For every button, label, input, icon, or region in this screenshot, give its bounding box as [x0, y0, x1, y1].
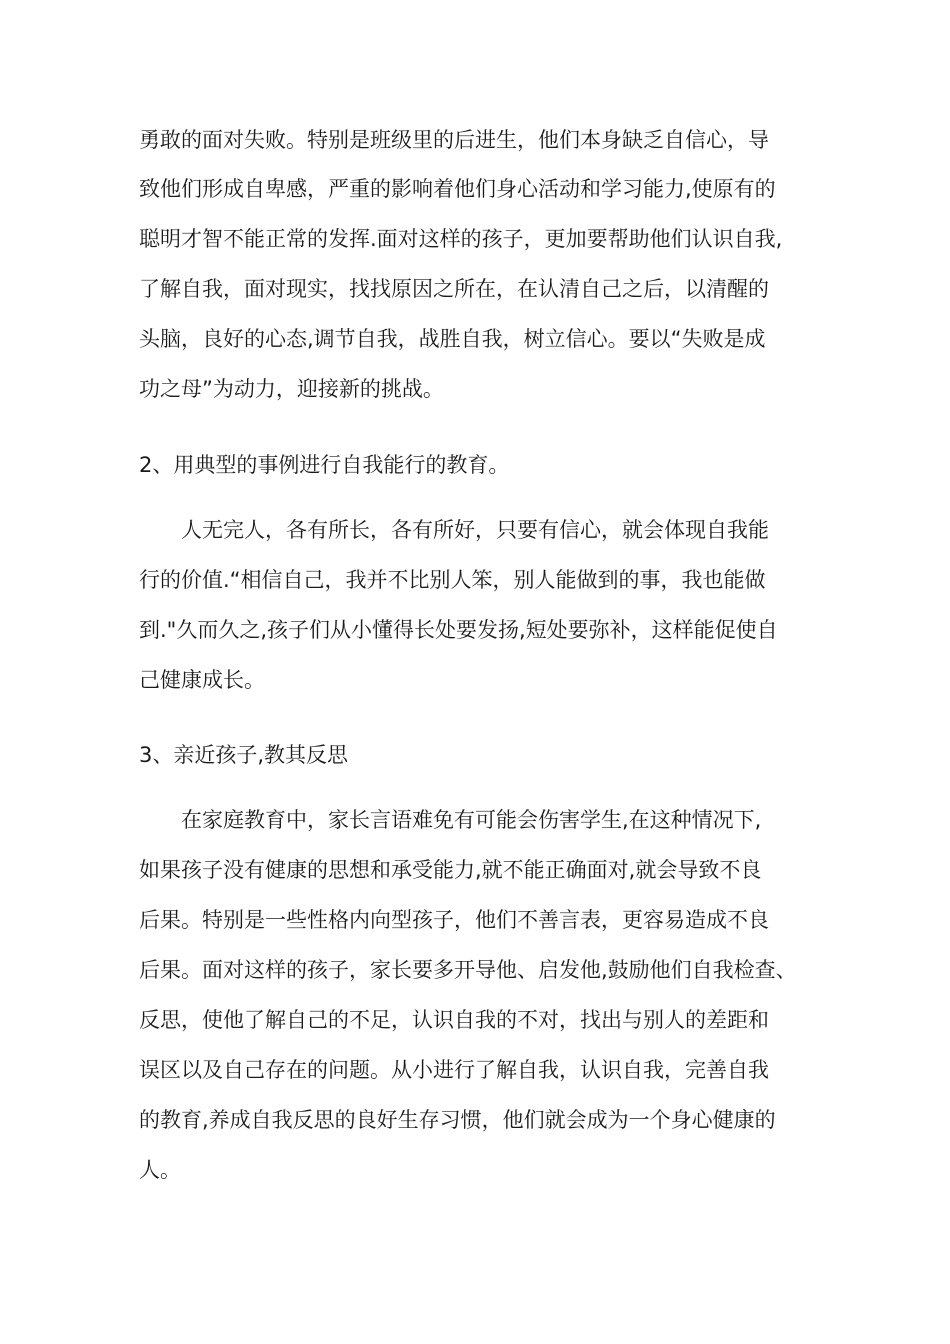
section-heading-3: 3、亲近孩子,教其反思: [139, 743, 349, 767]
paragraph-3-line-1: 在家庭教育中，家长言语难免有可能会伤害学生,在这种情况下,: [181, 808, 762, 832]
paragraph-3-line-7: 的教育,养成自我反思的良好生存习惯，他们就会成为一个身心健康的: [139, 1108, 776, 1132]
section-heading-2: 2、用典型的事例进行自我能行的教育。: [139, 453, 510, 477]
paragraph-1-line-1: 勇敢的面对失败。特别是班级里的后进生，他们本身缺乏自信心，导: [139, 128, 769, 152]
paragraph-2-line-4: 己健康成长。: [139, 668, 265, 692]
paragraph-2-line-3: 到."久而久之,孩子们从小懂得长处要发扬,短处要弥补，这样能促使自: [139, 618, 778, 642]
paragraph-2-line-2: 行的价值.“相信自己，我并不比别人笨，别人能做到的事，我也能做: [139, 568, 766, 592]
paragraph-3-line-2: 如果孩子没有健康的思想和承受能力,就不能正确面对,就会导致不良: [139, 858, 762, 882]
paragraph-1-line-3: 聪明才智不能正常的发挥.面对这样的孩子，更加要帮助他们认识自我,: [139, 227, 783, 251]
paragraph-3-line-3: 后果。特别是一些性格内向型孩子，他们不善言表，更容易造成不良: [139, 908, 769, 932]
paragraph-3-line-6: 误区以及自己存在的问题。从小进行了解自我，认识自我，完善自我: [139, 1058, 769, 1082]
paragraph-3-line-5: 反思，使他了解自己的不足，认识自我的不对，找出与别人的差距和: [139, 1008, 769, 1032]
paragraph-2-line-1: 人无完人，各有所长，各有所好，只要有信心，就会体现自我能: [181, 518, 769, 542]
paragraph-1-line-4: 了解自我，面对现实，找找原因之所在，在认清自己之后，以清醒的: [139, 277, 769, 301]
paragraph-1-line-2: 致他们形成自卑感，严重的影响着他们身心活动和学习能力,使原有的: [139, 177, 776, 201]
paragraph-1-line-6: 功之母”为动力，迎接新的挑战。: [139, 377, 444, 401]
paragraph-3-line-4: 后果。面对这样的孩子，家长要多开导他、启发他,鼓励他们自我检查、: [139, 958, 797, 982]
paragraph-1-line-5: 头脑，良好的心态,调节自我，战胜自我，树立信心。要以“失败是成: [139, 327, 766, 351]
paragraph-3-line-8: 人。: [139, 1158, 181, 1182]
